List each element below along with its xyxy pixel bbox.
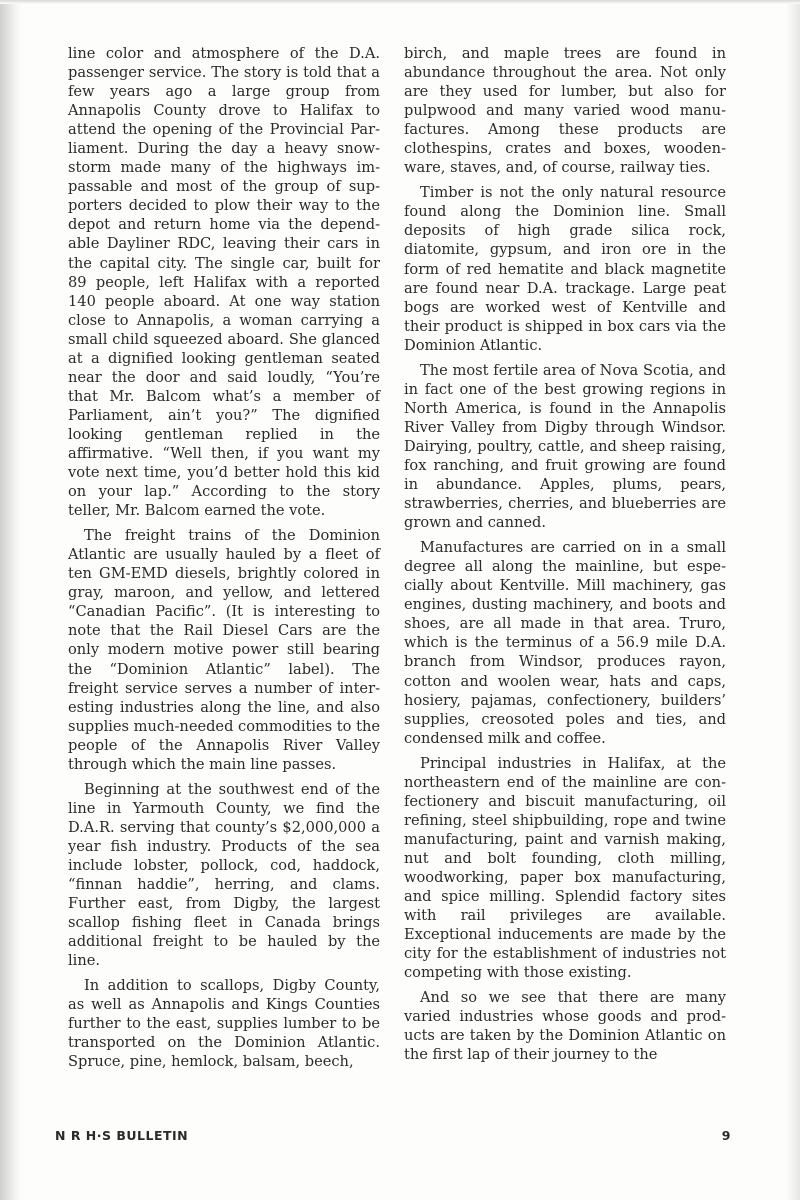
right-text-column — [404, 44, 726, 1064]
publication-name: N R H·S BULLETIN — [55, 1128, 189, 1143]
paragraph: The freight trains of the Dominion Atlantic are usually hauled by a fleet of ten GM-EMD diesels, brightly colored in gray, maroon, and yellow, and lettered “Canadian Pacific”. (It is interesting to note that the Rail Diesel Cars are the only modern motive power still bearing the “Dominion Atlantic” label). The freight service serves a number of interesting industries along the line, and also supplies much-needed commodities to the people of the Annapolis River Valley through which the main line passes. — [68, 527, 380, 773]
paragraph: line color and atmosphere of the D.A. passenger service. The story is told that a few years ago a large group from Annapolis County drove to Halifax to attend the opening of the Provincial Parliament. During the day a heavy snowstorm made many of the highways impassable and most of the group of supporters decided to plow their way to the depot and return home via the dependable Dayliner RDC, leaving their cars in the capital city. The single car, built for 89 people, left Halifax with a reported 140 people aboard. At one way station close to Annapolis, a woman carrying a small child squeezed aboard. She glanced at a dignified looking gentleman seated near the door and said loudly, “You’re that Mr. Balcom what’s a member of Parliament, ain’t you?” The dignified looking gentleman replied in the affirmative. “Well then, if you want my vote next time, you’d better hold this kid on your lap.” According to the story teller, Mr. Balcom earned the vote. — [68, 45, 380, 520]
paragraph: Timber is not the only natural resource found along the Dominion line. Small deposits of high grade silica rock, diatomite, gypsum, and iron ore in the form of red hematite and black magnetite are found near D.A. trackage. Large peat bogs are worked west of Kentville and their product is shipped in box cars via the Dominion Atlantic. — [404, 184, 726, 354]
page-edge-shadow — [0, 0, 22, 1200]
paragraph: In addition to scallops, Digby County, as well as Annapolis and Kings Counties further to the east, supplies lumber to be transported on the Dominion Atlantic. Spruce, pine, hemlock, balsam, beech, — [68, 977, 380, 1071]
paragraph: Principal industries in Halifax, at the northeastern end of the mainline are confectionery and biscuit manufacturing, oil refining, steel shipbuilding, rope and twine manufacturing, paint and varnish making, nut and bolt founding, cloth milling, woodworking, paper box manufacturing, and spice milling. Splendid factory sites with rail privileges are available. Exceptional inducements are made by the city for the establishment of industries not competing with those existing. — [404, 754, 726, 982]
page-top-edge — [0, 0, 800, 4]
paragraph: birch, and maple trees are found in abundance throughout the area. Not only are they used for lumber, but also for pulpwood and many varied wood manufactures. Among these products are clothespins, crates and boxes, woodenware, staves, and, of course, railway ties. — [404, 45, 726, 177]
page-number: 9 — [721, 1128, 731, 1143]
paragraph: Beginning at the southwest end of the line in Yarmouth County, we find the D.A.R. serving that county’s $2,000,000 a year fish industry. Products of the sea include lobster, pollock, cod, haddock, “finnan haddie”, herring, and clams. Further east, from Digby, the largest scallop fishing fleet in Canada brings additional freight to be hauled by the line. — [68, 780, 380, 970]
left-text-column — [68, 44, 380, 1071]
page-edge-shadow-right — [786, 0, 800, 1200]
paragraph: The most fertile area of Nova Scotia, and in fact one of the best growing regions in North America, is found in the Annapolis River Valley from Digby through Windsor. Dairying, poultry, cattle, and sheep raising, fox ranching, and fruit growing are found in abundance. Apples, plums, pears, strawberries, cherries, and blueberries are grown and canned. — [404, 361, 726, 532]
paragraph: And so we see that there are many varied industries whose goods and products are taken by the Dominion Atlantic on the first lap of their journey to the — [404, 989, 726, 1064]
paragraph: Manufactures are carried on in a small degree all along the mainline, but especially about Kentville. Mill machinery, gas engines, dusting machinery, and boots and shoes, are all made in that area. Truro, which is the terminus of a 56.9 mile D.A. branch from Windsor, produces rayon, cotton and woolen wear, hats and caps, hosiery, pajamas, confectionery, builders’ supplies, creosoted poles and ties, and condensed milk and coffee. — [404, 539, 726, 747]
